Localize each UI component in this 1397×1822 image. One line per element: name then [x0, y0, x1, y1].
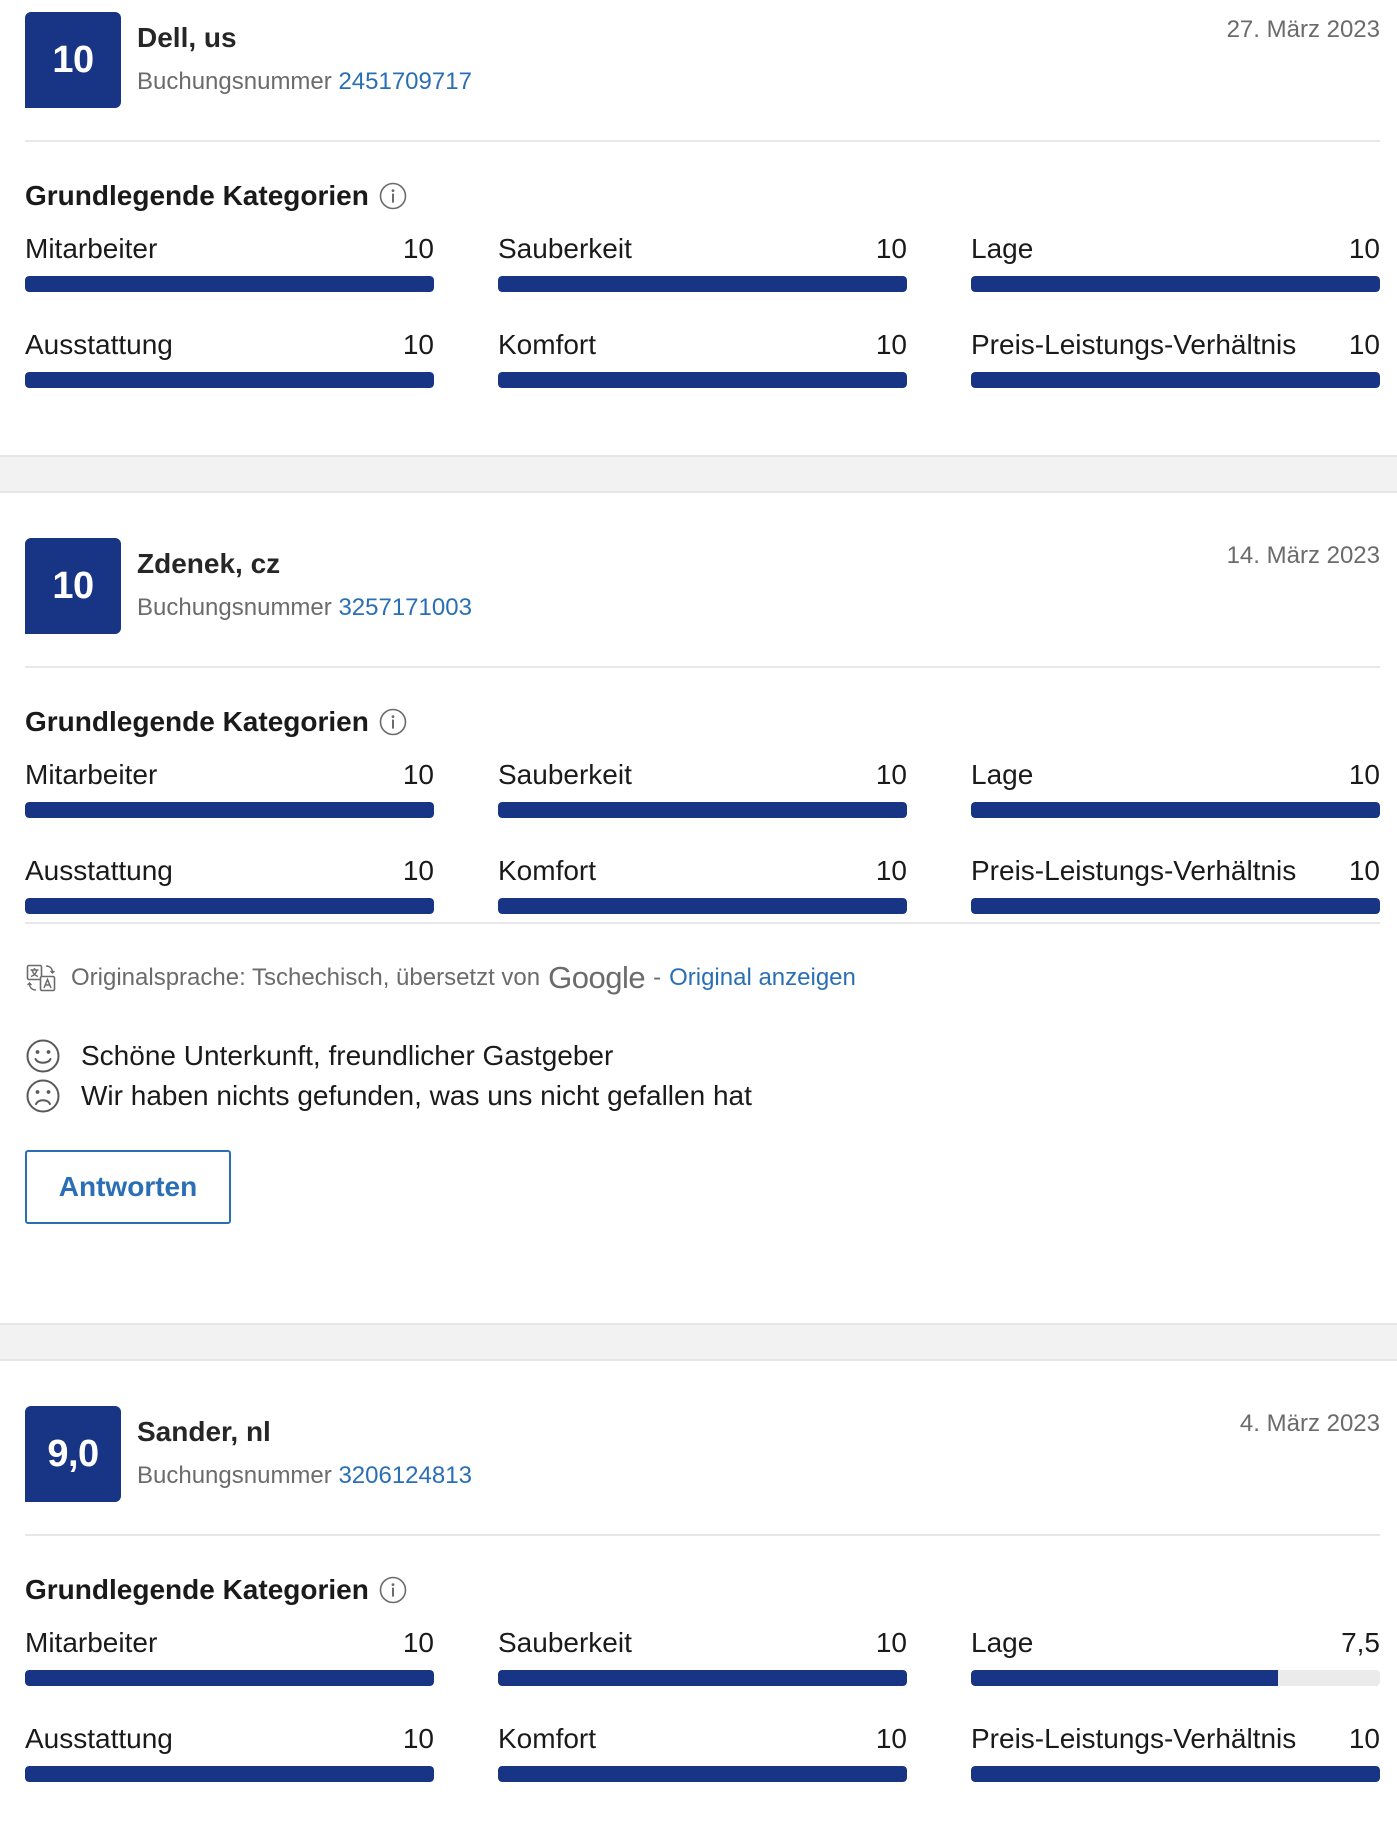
categories-title-text: Grundlegende Kategorien	[25, 706, 369, 737]
category-label: Ausstattung	[25, 1723, 173, 1754]
score-bar	[25, 1766, 434, 1782]
category-comfort	[498, 1722, 907, 1818]
review-date: 14. März 2023	[1226, 542, 1380, 569]
category-value-for-money	[971, 328, 1380, 424]
score-badge: 10	[25, 12, 121, 108]
score-bar	[971, 276, 1380, 292]
category-label: Mitarbeiter	[25, 759, 158, 790]
category-score: 10	[1348, 855, 1380, 886]
review-separator	[0, 1323, 1397, 1361]
category-label: Lage	[971, 233, 1034, 264]
category-grid	[25, 758, 1380, 950]
booking-number-link[interactable]: 3257171003	[338, 594, 472, 621]
review-header	[25, 1406, 1380, 1502]
review-date: 4. März 2023	[1239, 1410, 1380, 1437]
category-facilities	[25, 1722, 434, 1818]
score-bar-fill	[971, 372, 1380, 388]
booking-info	[137, 594, 472, 622]
category-location	[971, 1626, 1380, 1722]
translation-dash: -	[653, 964, 662, 991]
category-label: Preis-Leistungs-Verhältnis	[971, 1723, 1297, 1754]
review-card	[0, 1361, 1397, 1822]
score-bar-fill	[971, 1670, 1278, 1686]
score-bar	[25, 802, 434, 818]
booking-label: Buchungsnummer	[137, 594, 332, 621]
category-cleanliness	[498, 758, 907, 854]
negative-comment	[25, 1076, 1380, 1116]
score-bar-fill	[971, 802, 1380, 818]
category-comfort	[498, 854, 907, 950]
score-bar	[971, 1766, 1380, 1782]
booking-info	[137, 1462, 472, 1490]
score-bar-fill	[25, 898, 434, 914]
reviewer-name: Sander, nl	[137, 1416, 271, 1447]
categories-title-text: Grundlegende Kategorien	[25, 180, 369, 211]
category-label: Sauberkeit	[498, 759, 632, 790]
category-label: Mitarbeiter	[25, 233, 158, 264]
positive-comment	[25, 1036, 1380, 1076]
sad-face-icon	[25, 1078, 61, 1114]
score-bar-fill	[498, 898, 907, 914]
score-bar-fill	[25, 276, 434, 292]
category-score: 7,5	[1341, 1627, 1380, 1658]
category-label: Komfort	[498, 1723, 597, 1754]
positive-text: Schöne Unterkunft, freundlicher Gastgeber	[81, 1040, 614, 1071]
score-bar	[498, 1766, 907, 1782]
score-bar	[25, 1670, 434, 1686]
categories-title	[25, 706, 1380, 738]
category-staff	[25, 1626, 434, 1722]
reply-button[interactable]: Antworten	[25, 1150, 231, 1224]
review-card	[0, 0, 1397, 455]
review-date: 27. März 2023	[1226, 16, 1380, 43]
category-staff	[25, 232, 434, 328]
category-facilities	[25, 328, 434, 424]
booking-number-link[interactable]: 3206124813	[338, 1462, 472, 1489]
category-cleanliness	[498, 1626, 907, 1722]
category-label: Sauberkeit	[498, 233, 632, 264]
category-grid	[25, 232, 1380, 424]
score-bar	[971, 802, 1380, 818]
categories-title	[25, 1574, 1380, 1606]
category-score: 10	[1348, 1723, 1380, 1754]
score-bar	[498, 1670, 907, 1686]
score-bar-fill	[498, 802, 907, 818]
category-label: Ausstattung	[25, 855, 173, 886]
category-grid	[25, 1626, 1380, 1818]
divider	[25, 140, 1380, 142]
category-score: 10	[875, 233, 907, 264]
booking-label: Buchungsnummer	[137, 68, 332, 95]
reviewer-name: Zdenek, cz	[137, 548, 281, 579]
category-score: 10	[875, 1627, 907, 1658]
category-score: 10	[402, 329, 434, 360]
score-bar-fill	[498, 1766, 907, 1782]
score-bar	[498, 898, 907, 914]
category-location	[971, 758, 1380, 854]
score-bar-fill	[498, 372, 907, 388]
category-label: Mitarbeiter	[25, 1627, 158, 1658]
category-label: Preis-Leistungs-Verhältnis	[971, 855, 1297, 886]
score-bar	[25, 276, 434, 292]
category-score: 10	[875, 1723, 907, 1754]
score-bar-fill	[25, 802, 434, 818]
category-label: Lage	[971, 1627, 1034, 1658]
category-score: 10	[1348, 233, 1380, 264]
score-bar	[498, 372, 907, 388]
translation-notice	[25, 960, 1380, 996]
category-score: 10	[402, 1723, 434, 1754]
score-bar	[498, 802, 907, 818]
score-bar-fill	[25, 372, 434, 388]
category-score: 10	[1348, 759, 1380, 790]
translate-icon	[25, 962, 57, 994]
category-score: 10	[875, 329, 907, 360]
category-score: 10	[402, 1627, 434, 1658]
divider	[25, 666, 1380, 668]
review-header	[25, 538, 1380, 634]
review-separator	[0, 455, 1397, 493]
category-score: 10	[402, 855, 434, 886]
score-bar-fill	[498, 276, 907, 292]
info-icon[interactable]	[379, 708, 407, 736]
score-bar	[971, 898, 1380, 914]
info-icon[interactable]	[379, 182, 407, 210]
score-bar	[25, 372, 434, 388]
category-facilities	[25, 854, 434, 950]
category-comfort	[498, 328, 907, 424]
divider	[25, 1534, 1380, 1536]
score-bar-fill	[971, 276, 1380, 292]
category-value-for-money	[971, 854, 1380, 950]
score-badge: 9,0	[25, 1406, 121, 1502]
show-original-link[interactable]: Original anzeigen	[669, 964, 856, 991]
score-bar	[971, 1670, 1380, 1686]
category-score: 10	[402, 759, 434, 790]
category-value-for-money	[971, 1722, 1380, 1818]
score-bar-fill	[25, 1766, 434, 1782]
booking-number-link[interactable]: 2451709717	[338, 68, 472, 95]
category-score: 10	[875, 759, 907, 790]
score-bar-fill	[498, 1670, 907, 1686]
review-card	[0, 493, 1397, 1323]
score-bar-fill	[971, 898, 1380, 914]
category-label: Preis-Leistungs-Verhältnis	[971, 329, 1297, 360]
category-staff	[25, 758, 434, 854]
score-bar	[971, 372, 1380, 388]
category-label: Ausstattung	[25, 329, 173, 360]
category-score: 10	[875, 855, 907, 886]
score-bar-fill	[971, 1766, 1380, 1782]
category-label: Sauberkeit	[498, 1627, 632, 1658]
reviewer-name: Dell, us	[137, 22, 237, 53]
category-label: Komfort	[498, 329, 597, 360]
category-score: 10	[402, 233, 434, 264]
score-bar	[498, 276, 907, 292]
smiley-face-icon	[25, 1038, 61, 1074]
negative-text: Wir haben nichts gefunden, was uns nicht gefallen hat	[81, 1080, 752, 1111]
review-header	[25, 12, 1380, 108]
category-label: Lage	[971, 759, 1034, 790]
score-bar-fill	[25, 1670, 434, 1686]
google-logo: Google	[548, 960, 646, 995]
category-location	[971, 232, 1380, 328]
category-score: 10	[1348, 329, 1380, 360]
category-cleanliness	[498, 232, 907, 328]
score-badge: 10	[25, 538, 121, 634]
booking-info	[137, 68, 472, 96]
score-bar	[25, 898, 434, 914]
info-icon[interactable]	[379, 1576, 407, 1604]
category-label: Komfort	[498, 855, 597, 886]
categories-title	[25, 180, 1380, 212]
categories-title-text: Grundlegende Kategorien	[25, 1574, 369, 1605]
translation-text: Originalsprache: Tschechisch, übersetzt von	[71, 964, 541, 991]
booking-label: Buchungsnummer	[137, 1462, 332, 1489]
